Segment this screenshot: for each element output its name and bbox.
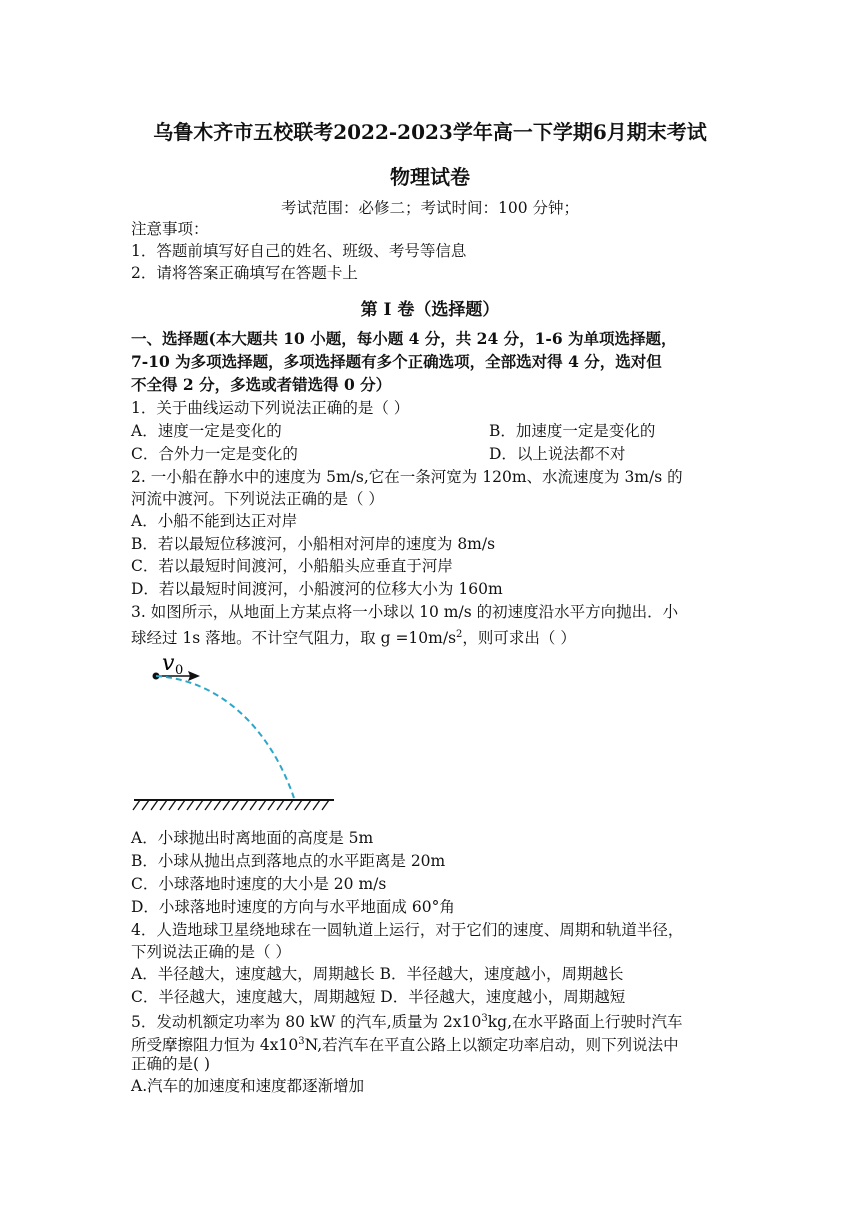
q5-option-a: A.汽车的加速度和速度都逐渐增加	[131, 1077, 365, 1095]
q4-options-ab: A．半径越大，速度越大，周期越长 B．半径越大，速度越小，周期越长	[131, 965, 624, 983]
q1-option-d: D．以上说法都不对	[489, 445, 626, 463]
exam-info: 考试范围：必修二；考试时间：100 分钟；	[280, 199, 579, 217]
q2-stem: 2. 一小船在静水中的速度为 5m/s,它在一条河宽为 120m、水流速度为 3m/s 的	[131, 468, 683, 486]
q1-options-cd	[131, 443, 626, 465]
q5-stem: 正确的是( )	[131, 1055, 211, 1073]
part-heading: 7-10 为多项选择题，多项选择题有多个正确选项，全部选对得 4 分，选对但	[131, 352, 662, 371]
trajectory-curve	[156, 676, 294, 798]
q4-stem: 下列说法正确的是（ ）	[131, 943, 291, 961]
q3-stem: 3. 如图所示，从地面上方某点将一小球以 10 m/s 的初速度沿水平方向抛出．小	[131, 603, 679, 621]
q2-option-c: C．若以最短时间渡河，小船船头应垂直于河岸	[131, 557, 453, 575]
q3-option-d: D．小球落地时速度的方向与水平地面成 60°角	[131, 898, 455, 916]
note-item: 2．请将答案正确填写在答题卡上	[131, 264, 358, 282]
projectile-figure	[130, 648, 350, 818]
q3-option-c: C．小球落地时速度的大小是 20 m/s	[131, 875, 387, 893]
paper-subtitle: 物理试卷	[390, 165, 470, 189]
q3-stem: 球经过 1s 落地。不计空气阻力，取 $g =10m/s^2$，则可求出（ ）	[131, 629, 576, 647]
q1-stem: 1．关于曲线运动下列说法正确的是（ ）	[131, 399, 410, 417]
part-heading: 不全得 2 分，多选或者错选得 0 分）	[131, 375, 392, 394]
q4-options-cd: C．半径越大，速度越大，周期越短 D．半径越大，速度越小，周期越短	[131, 988, 626, 1006]
q1-option-a: A．速度一定是变化的	[131, 422, 282, 440]
q2-option-a: A．小船不能到达正对岸	[131, 512, 298, 530]
q5-stem: 所受摩擦阻力恒为 $4x10^3N$,若汽车在平直公路上以额定功率启动，则下列说法中	[131, 1036, 679, 1054]
q2-option-b: B．若以最短位移渡河，小船相对河岸的速度为 8m/s	[131, 535, 496, 553]
v0-label: v	[162, 651, 175, 676]
v0-subscript: 0	[175, 663, 184, 678]
q1-options-ab	[131, 420, 656, 442]
note-item: 1．答题前填写好自己的姓名、班级、考号等信息	[131, 242, 467, 260]
q4-stem: 4．人造地球卫星绕地球在一圆轨道上运行，对于它们的速度、周期和轨道半径，	[131, 921, 684, 939]
q3-option-a: A．小球抛出时离地面的高度是 5m	[131, 829, 374, 847]
section-title: 第 I 卷（选择题）	[360, 300, 500, 320]
q5-stem: 5．发动机额定功率为 80 kW 的汽车,质量为 $2x10^3kg$,在水平路面上行驶时汽车	[131, 1013, 683, 1031]
q2-stem: 河流中渡河。下列说法正确的是（ ）	[131, 490, 384, 508]
q1-option-b: B．加速度一定是变化的	[489, 422, 656, 440]
q3-option-b: B．小球从抛出点到落地点的水平距离是 20m	[131, 852, 446, 870]
notes-heading: 注意事项：	[131, 220, 209, 238]
exam-title: 乌鲁木齐市五校联考2022-2023学年高一下学期6月期末考试	[153, 120, 707, 144]
q2-option-d: D．若以最短时间渡河，小船渡河的位移大小为 160m	[131, 580, 503, 598]
ground-hatching	[133, 800, 329, 810]
q1-option-c: C．合外力一定是变化的	[131, 445, 298, 463]
part-heading: 一、选择题(本大题共 10 小题，每小题 4 分，共 24 分，1-6 为单项选择题，	[131, 329, 677, 348]
